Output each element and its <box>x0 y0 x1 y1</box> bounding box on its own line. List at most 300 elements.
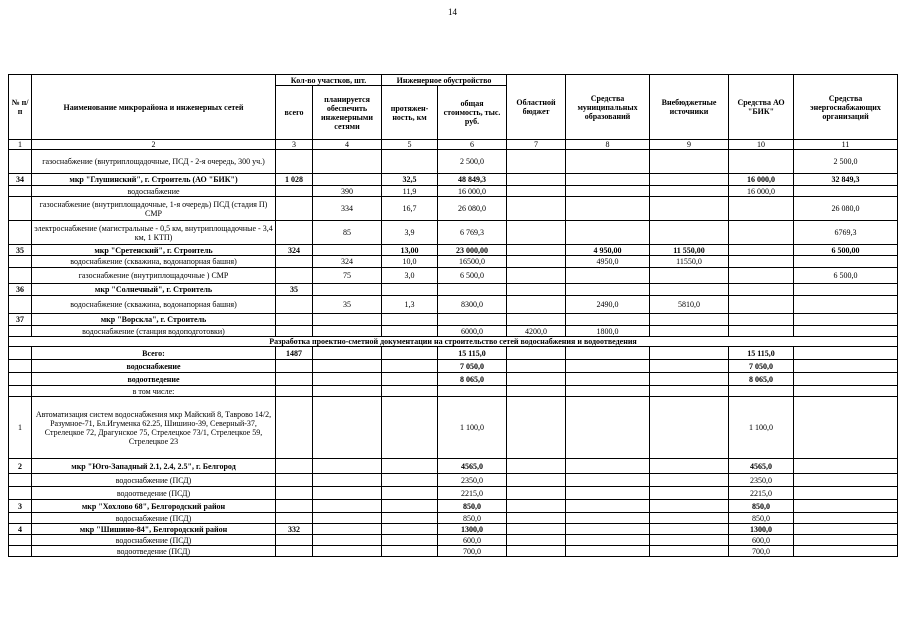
table-row <box>9 197 898 221</box>
row-municipal <box>566 197 650 221</box>
row-municipal <box>566 268 650 284</box>
col-num: 7 <box>507 140 566 150</box>
row-total <box>276 500 313 513</box>
row-municipal <box>566 474 650 487</box>
row-planned: 390 <box>313 186 382 197</box>
row-extra <box>650 314 729 326</box>
row-total <box>276 197 313 221</box>
header-regional: Областной бюджет <box>507 75 566 140</box>
header-plots-group: Кол-во участков, шт. <box>276 75 382 86</box>
row-number <box>9 197 32 221</box>
row-cost: 700,0 <box>438 546 507 557</box>
row-regional <box>507 284 566 296</box>
row-bik: 700,0 <box>729 546 794 557</box>
header-name: Наименование микрорайона и инженерных сетей <box>32 75 276 140</box>
table-row <box>9 314 898 326</box>
row-length <box>382 459 438 474</box>
row-regional: 4200,0 <box>507 326 566 337</box>
row-regional <box>507 245 566 256</box>
row-length <box>382 347 438 360</box>
row-cost: 15 115,0 <box>438 347 507 360</box>
row-bik: 850,0 <box>729 500 794 513</box>
row-name: водоснабжение (ПСД) <box>32 535 276 546</box>
row-planned <box>313 360 382 373</box>
table-row <box>9 546 898 557</box>
row-length: 3,0 <box>382 268 438 284</box>
row-regional <box>507 397 566 459</box>
header-cost: общая стоимость, тыс. руб. <box>438 86 507 140</box>
row-energy <box>794 314 898 326</box>
row-extra <box>650 524 729 535</box>
row-length: 13,00 <box>382 245 438 256</box>
table-row <box>9 150 898 174</box>
table-row <box>9 500 898 513</box>
row-cost: 8300,0 <box>438 296 507 314</box>
row-name: мкр "Хохлово 68", Белгородский район <box>32 500 276 513</box>
row-planned <box>313 314 382 326</box>
row-length <box>382 535 438 546</box>
table-row <box>9 256 898 268</box>
row-bik: 600,0 <box>729 535 794 546</box>
row-extra <box>650 347 729 360</box>
col-num: 6 <box>438 140 507 150</box>
section-title: Разработка проектно-сметной документации на строительство сетей водоснабжения и водоотведения <box>9 337 898 347</box>
row-regional <box>507 347 566 360</box>
row-planned: 334 <box>313 197 382 221</box>
header-extra: Внебюджетные источники <box>650 75 729 140</box>
row-total <box>276 535 313 546</box>
row-energy <box>794 487 898 500</box>
row-bik <box>729 314 794 326</box>
row-number <box>9 373 32 386</box>
row-energy <box>794 459 898 474</box>
row-planned <box>313 174 382 186</box>
row-extra <box>650 386 729 397</box>
row-extra <box>650 268 729 284</box>
row-name: водоснабжение <box>32 360 276 373</box>
row-municipal: 1800,0 <box>566 326 650 337</box>
row-energy <box>794 386 898 397</box>
table-row <box>9 221 898 245</box>
row-name: водоснабжение (скважина, водонапорная башня) <box>32 296 276 314</box>
row-total: 332 <box>276 524 313 535</box>
row-regional <box>507 314 566 326</box>
row-regional <box>507 546 566 557</box>
row-regional <box>507 360 566 373</box>
table-row <box>9 524 898 535</box>
row-number <box>9 268 32 284</box>
row-regional <box>507 500 566 513</box>
row-extra <box>650 174 729 186</box>
row-planned <box>313 326 382 337</box>
table-row <box>9 373 898 386</box>
row-energy: 6 500,00 <box>794 245 898 256</box>
row-length <box>382 487 438 500</box>
row-total: 1 028 <box>276 174 313 186</box>
row-number <box>9 513 32 524</box>
row-cost: 16500,0 <box>438 256 507 268</box>
row-bik <box>729 197 794 221</box>
row-planned <box>313 284 382 296</box>
table-row <box>9 474 898 487</box>
row-regional <box>507 524 566 535</box>
row-municipal <box>566 535 650 546</box>
page-number: 14 <box>448 7 457 17</box>
row-regional <box>507 268 566 284</box>
row-number <box>9 326 32 337</box>
row-name: газоснабжение (внутриплощадочные ) СМР <box>32 268 276 284</box>
row-planned: 35 <box>313 296 382 314</box>
row-energy: 26 080,0 <box>794 197 898 221</box>
row-planned <box>313 397 382 459</box>
row-total: 324 <box>276 245 313 256</box>
row-number <box>9 360 32 373</box>
row-total: 35 <box>276 284 313 296</box>
row-municipal: 2490,0 <box>566 296 650 314</box>
row-length: 11,9 <box>382 186 438 197</box>
row-regional <box>507 296 566 314</box>
row-bik <box>729 245 794 256</box>
row-planned <box>313 474 382 487</box>
col-num: 8 <box>566 140 650 150</box>
row-number: 2 <box>9 459 32 474</box>
row-cost <box>438 314 507 326</box>
row-municipal <box>566 186 650 197</box>
col-num: 4 <box>313 140 382 150</box>
row-number <box>9 487 32 500</box>
row-energy <box>794 284 898 296</box>
row-name: мкр "Солнечный", г. Строитель <box>32 284 276 296</box>
table-row <box>9 296 898 314</box>
row-bik: 8 065,0 <box>729 373 794 386</box>
row-cost: 6 500,0 <box>438 268 507 284</box>
header-infra-group: Инженерное обустройство <box>382 75 507 86</box>
row-number <box>9 296 32 314</box>
row-total <box>276 459 313 474</box>
row-name: электроснабжение (магистральные - 0,5 км, внутриплощадочные - 3,4 км, 1 КТП) <box>32 221 276 245</box>
row-energy: 32 849,3 <box>794 174 898 186</box>
header-num: № п/п <box>9 75 32 140</box>
row-number: 36 <box>9 284 32 296</box>
row-bik <box>729 386 794 397</box>
row-length <box>382 326 438 337</box>
row-name: водоснабжение (станция водоподготовки) <box>32 326 276 337</box>
row-regional <box>507 197 566 221</box>
row-planned <box>313 386 382 397</box>
row-total <box>276 487 313 500</box>
row-number <box>9 150 32 174</box>
row-municipal: 4 950,00 <box>566 245 650 256</box>
row-planned <box>313 487 382 500</box>
row-regional <box>507 487 566 500</box>
table-row <box>9 347 898 360</box>
row-total <box>276 256 313 268</box>
header-total: всего <box>276 86 313 140</box>
row-extra <box>650 284 729 296</box>
table-row <box>9 513 898 524</box>
row-cost: 6 769,3 <box>438 221 507 245</box>
col-num: 3 <box>276 140 313 150</box>
row-length: 16,7 <box>382 197 438 221</box>
header-bik: Средства АО "БИК" <box>729 75 794 140</box>
row-bik: 1 100,0 <box>729 397 794 459</box>
row-bik: 16 000,0 <box>729 186 794 197</box>
row-regional <box>507 474 566 487</box>
row-extra <box>650 459 729 474</box>
row-regional <box>507 174 566 186</box>
row-extra <box>650 535 729 546</box>
row-name: Всего: <box>32 347 276 360</box>
row-cost: 8 065,0 <box>438 373 507 386</box>
row-municipal <box>566 459 650 474</box>
row-number <box>9 347 32 360</box>
row-regional <box>507 386 566 397</box>
row-bik: 2215,0 <box>729 487 794 500</box>
row-energy <box>794 524 898 535</box>
row-planned: 324 <box>313 256 382 268</box>
row-length: 1,3 <box>382 296 438 314</box>
row-bik: 850,0 <box>729 513 794 524</box>
row-name: газоснабжение (внутриплощадочные, 1-я очередь) ПСД (стадия П) СМР <box>32 197 276 221</box>
row-municipal <box>566 150 650 174</box>
row-number <box>9 546 32 557</box>
row-name: водоснабжение <box>32 186 276 197</box>
row-energy <box>794 373 898 386</box>
row-length <box>382 546 438 557</box>
table-row <box>9 459 898 474</box>
infrastructure-table <box>8 74 898 557</box>
row-name: мкр "Шишино-84", Белгородский район <box>32 524 276 535</box>
table-row <box>9 360 898 373</box>
row-energy <box>794 326 898 337</box>
row-planned <box>313 535 382 546</box>
row-energy: 2 500,0 <box>794 150 898 174</box>
table-row <box>9 535 898 546</box>
row-planned <box>313 513 382 524</box>
row-number: 4 <box>9 524 32 535</box>
row-length <box>382 524 438 535</box>
table-row <box>9 268 898 284</box>
row-bik: 7 050,0 <box>729 360 794 373</box>
row-length <box>382 284 438 296</box>
table-row <box>9 186 898 197</box>
row-total <box>276 546 313 557</box>
row-extra <box>650 373 729 386</box>
row-total <box>276 221 313 245</box>
table-row <box>9 386 898 397</box>
row-municipal: 4950,0 <box>566 256 650 268</box>
row-cost: 850,0 <box>438 513 507 524</box>
row-cost <box>438 386 507 397</box>
row-municipal <box>566 174 650 186</box>
row-name: мкр "Ворскла", г. Строитель <box>32 314 276 326</box>
row-name: водоснабжение (скважина, водонапорная башня) <box>32 256 276 268</box>
row-total <box>276 268 313 284</box>
row-name: мкр "Юго-Западный 2.1, 2.4, 2.5", г. Белгород <box>32 459 276 474</box>
row-extra <box>650 487 729 500</box>
row-cost: 850,0 <box>438 500 507 513</box>
section-title-row <box>9 337 898 347</box>
row-name: водоотведение (ПСД) <box>32 546 276 557</box>
row-name: Автоматизация систем водоснабжения мкр Майский 8, Таврово 14/2, Разумное-71, Бл.Игуменка 62.25, Шишино-39, Северный-37, Стрелецкое 72, Драгунское 75, Стрелецкое 73/1, Стрелецкое 59, Стрелецкое 23 <box>32 397 276 459</box>
row-extra <box>650 546 729 557</box>
header-planned: планируется обеспечить инженерными сетями <box>313 86 382 140</box>
row-cost: 2215,0 <box>438 487 507 500</box>
row-municipal <box>566 546 650 557</box>
col-num: 2 <box>32 140 276 150</box>
row-number <box>9 221 32 245</box>
row-extra <box>650 186 729 197</box>
row-planned: 75 <box>313 268 382 284</box>
row-energy <box>794 186 898 197</box>
row-total: 1487 <box>276 347 313 360</box>
row-municipal <box>566 314 650 326</box>
row-bik <box>729 256 794 268</box>
row-extra <box>650 197 729 221</box>
row-length <box>382 360 438 373</box>
row-length: 10,0 <box>382 256 438 268</box>
row-energy <box>794 296 898 314</box>
row-planned <box>313 347 382 360</box>
row-cost: 16 000,0 <box>438 186 507 197</box>
row-number <box>9 474 32 487</box>
row-cost: 23 000,00 <box>438 245 507 256</box>
row-energy <box>794 535 898 546</box>
header-municipal: Средства муниципальных образований <box>566 75 650 140</box>
row-length: 32,5 <box>382 174 438 186</box>
row-total <box>276 513 313 524</box>
row-extra <box>650 326 729 337</box>
row-energy <box>794 546 898 557</box>
row-total <box>276 360 313 373</box>
col-num: 5 <box>382 140 438 150</box>
row-municipal <box>566 524 650 535</box>
row-cost: 4565,0 <box>438 459 507 474</box>
row-number: 35 <box>9 245 32 256</box>
row-length <box>382 386 438 397</box>
row-name: водоснабжение (ПСД) <box>32 513 276 524</box>
row-energy <box>794 347 898 360</box>
row-bik: 4565,0 <box>729 459 794 474</box>
row-municipal <box>566 500 650 513</box>
col-num: 1 <box>9 140 32 150</box>
row-length: 3,9 <box>382 221 438 245</box>
row-number: 1 <box>9 397 32 459</box>
row-bik <box>729 284 794 296</box>
row-energy <box>794 474 898 487</box>
row-name: водоотведение <box>32 373 276 386</box>
row-regional <box>507 256 566 268</box>
table-row <box>9 245 898 256</box>
row-municipal <box>566 397 650 459</box>
row-bik <box>729 296 794 314</box>
row-energy <box>794 360 898 373</box>
row-total <box>276 474 313 487</box>
row-regional <box>507 221 566 245</box>
row-energy <box>794 256 898 268</box>
row-extra: 5810,0 <box>650 296 729 314</box>
row-planned <box>313 373 382 386</box>
row-number <box>9 535 32 546</box>
row-length <box>382 314 438 326</box>
row-municipal <box>566 347 650 360</box>
row-regional <box>507 373 566 386</box>
row-name: водоснабжение (ПСД) <box>32 474 276 487</box>
row-cost: 2350,0 <box>438 474 507 487</box>
row-bik <box>729 150 794 174</box>
row-number: 34 <box>9 174 32 186</box>
row-total <box>276 373 313 386</box>
table-row <box>9 284 898 296</box>
header-energy: Средства энергоснабжающих организаций <box>794 75 898 140</box>
row-bik: 15 115,0 <box>729 347 794 360</box>
row-name: газоснабжение (внутриплощадочные, ПСД - 2-я очередь, 300 уч.) <box>32 150 276 174</box>
row-bik <box>729 221 794 245</box>
row-cost: 26 080,0 <box>438 197 507 221</box>
row-length <box>382 513 438 524</box>
row-bik: 1300,0 <box>729 524 794 535</box>
row-extra: 11 550,00 <box>650 245 729 256</box>
row-number <box>9 386 32 397</box>
row-cost: 1300,0 <box>438 524 507 535</box>
row-length <box>382 150 438 174</box>
row-regional <box>507 150 566 174</box>
row-cost <box>438 284 507 296</box>
row-total <box>276 386 313 397</box>
row-number <box>9 186 32 197</box>
row-number: 37 <box>9 314 32 326</box>
row-municipal <box>566 221 650 245</box>
row-energy <box>794 500 898 513</box>
row-extra <box>650 474 729 487</box>
row-number: 3 <box>9 500 32 513</box>
row-bik <box>729 268 794 284</box>
row-planned <box>313 500 382 513</box>
row-energy <box>794 513 898 524</box>
row-bik: 16 000,0 <box>729 174 794 186</box>
column-numbers-row <box>9 140 898 150</box>
row-municipal <box>566 513 650 524</box>
row-cost: 2 500,0 <box>438 150 507 174</box>
row-energy: 6769,3 <box>794 221 898 245</box>
row-municipal <box>566 360 650 373</box>
row-regional <box>507 186 566 197</box>
row-planned <box>313 245 382 256</box>
row-energy <box>794 397 898 459</box>
table-row <box>9 174 898 186</box>
row-bik <box>729 326 794 337</box>
row-total <box>276 314 313 326</box>
row-planned: 85 <box>313 221 382 245</box>
row-total <box>276 186 313 197</box>
row-extra <box>650 221 729 245</box>
row-regional <box>507 513 566 524</box>
row-cost: 7 050,0 <box>438 360 507 373</box>
row-municipal <box>566 284 650 296</box>
row-extra <box>650 360 729 373</box>
row-planned <box>313 150 382 174</box>
row-municipal <box>566 373 650 386</box>
row-regional <box>507 535 566 546</box>
row-cost: 1 100,0 <box>438 397 507 459</box>
row-extra <box>650 150 729 174</box>
row-number <box>9 256 32 268</box>
row-name: водоотведение (ПСД) <box>32 487 276 500</box>
row-total <box>276 296 313 314</box>
row-total <box>276 397 313 459</box>
row-municipal <box>566 487 650 500</box>
col-num: 11 <box>794 140 898 150</box>
